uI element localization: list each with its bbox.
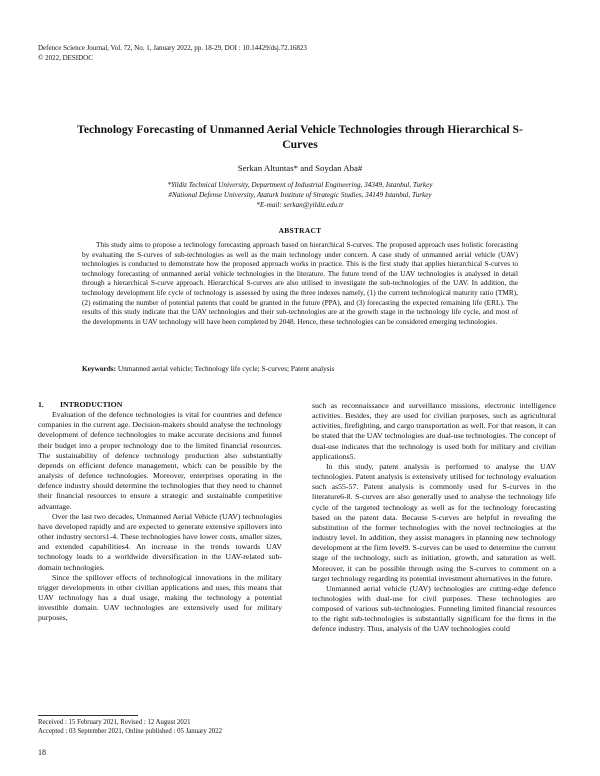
paragraph: In this study, patent analysis is performed to analyse the UAV technologies. Patent analysis is extensively utilised for technology evaluation such as55-57. Patent analysis is commonly used for S-curves in the literature6-8. S-curves are also generally used to analyse the technology life cycle of the targeted technology as well as for the technology forecasting based on the patent data. Because S-curves are helpful in revealing the substitution of the former technologies with the novel technologies at the industry level. In addition, they assist managers in planning new technology development at the firm level9. S-curves can be used to determine the current stage of the technology, such as initiation, growth, and saturation as well. Moreover, it can be possible through using the S-curves to comment on a target technology regarding its potential investment alternatives in the future.: [312, 461, 556, 583]
paper-title: Technology Forecasting of Unmanned Aerial Vehicle Technologies through Hierarchical S-Curves: [77, 123, 523, 151]
paragraph: such as reconnaissance and surveillance missions, electronic intelligence activities. Besides, they are used for civilian purposes, such as agricultural activities, firefighting, and cargo transportation as well. For that reason, it can be stated that the UAV technologies are dual-use technologies. The concept of dual-use indicates that the technology is used both for military and civilian applications5.: [312, 401, 556, 461]
paragraph: Evaluation of the defence technologies is vital for countries and defence companies in the current age. Decision-makers should analyse the technology development of defence technologies to make accurate decisions and funnel their budget into a proper technology due to the limited financial resources. The sustainability of defence technology production also substantially depends on efficient defence management, which can be possible by the analysis of defence technologies. Moreover, enterprises operating in the defence industry should determine the technologies that they need to channel their financial resources to ensure a strategic and sustainable competitive advantage.: [38, 410, 282, 511]
keywords-label: Keywords:: [82, 364, 117, 373]
page-number: 18: [38, 748, 46, 757]
journal-citation: Defence Science Journal, Vol. 72, No. 1, January 2022, pp. 18-29, DOI : 10.14429/dsj.72.16823: [38, 44, 307, 52]
paragraph: Unmanned aerial vehicle (UAV) technologies are cutting-edge defence technologies with dual-use for civil purposes. These technologies are composed of various sub-technologies. Funneling limited financial resources to the right sub-technologies is substantially significant for the firms in the defence industry. Thus, analysis of the UAV technologies could: [312, 583, 556, 634]
keywords-line: [82, 364, 518, 373]
right-column: [312, 401, 556, 635]
left-column: [38, 400, 282, 623]
author-email: *E-mail: serkan@yildiz.edu.tr: [256, 201, 344, 209]
footnote-divider: [38, 715, 138, 716]
accepted-line: Accepted : 03 September 2021, Online published : 05 January 2022: [38, 728, 223, 735]
section-number: 1.: [38, 400, 44, 409]
copyright-line: © 2022, DESIDOC: [38, 54, 93, 62]
section-title: INTRODUCTION: [60, 400, 123, 409]
affiliations: [60, 180, 540, 210]
keywords-list: Unmanned aerial vehicle; Technology life cycle; S-curves; Patent analysis: [117, 364, 335, 373]
abstract-text: This study aims to propose a technology forecasting approach based on hierarchical S-curves. The proposed approach uses holistic forecasting by evaluating the S-curves of sub-technologies as well as the main technology under concern. A case study of unmanned aerial vehicle (UAV) technologies is conducted to demonstrate how the proposed approach works in practice. This is the first study that applies hierarchical S-curves to technology forecasting of unmanned aerial vehicle technologies in the literature. The future trend of the UAV technologies is analysed in detail through a hierarchical S-curve approach. Hierarchical S-curves are also utilised to investigate the sub-technologies of the UAV. In addition, the technology development life cycle of technology is assessed by using the three indexes namely, (1) the current technological maturity ratio (TMR), (2) estimating the number of potential patents that could be granted in the future (PPA), and (3) forecasting the expected remaining life (ERL). The results of this study indicate that the UAV technologies and their sub-technologies are at the growth stage in the technology life cycle, and most of the developments in UAV technology will have been completed by 2048. Hence, these technologies can be considered emerging technologies.: [82, 240, 518, 326]
abstract-heading: ABSTRACT: [278, 226, 322, 235]
paragraph: Over the last two decades, Unmanned Aerial Vehicle (UAV) technologies have developed rapidly and are expected to generate extensive spillovers into other industry sectors1-4. These technologies have lower costs, smaller sizes, and extended capabilities4. An increase in the trends towards UAV technology leads to a worldwide diversification in the UAV-related sub-domain technologies.: [38, 511, 282, 572]
received-dates: [38, 718, 222, 736]
section-heading: [38, 400, 282, 410]
author-list: Serkan Altuntas* and Soydan Aba#: [237, 163, 363, 173]
affiliation-1: *Yildiz Technical University, Department of Industrial Engineering, 34349, Istanbul, Turkey: [167, 181, 433, 189]
paragraph: Since the spillover effects of technological innovations in the military trigger developments in other civilian applications and uses, this means that UAV technology has a dual usage, making the technology a potential investible domain. UAV technologies are extensively used for military purposes,: [38, 572, 282, 623]
received-line: Received : 15 February 2021, Revised : 12 August 2021: [38, 719, 191, 726]
affiliation-2: #National Defense University, Ataturk Institute of Strategic Studies, 34149 Istanbul, Turkey: [168, 191, 432, 199]
journal-header: [38, 43, 307, 63]
